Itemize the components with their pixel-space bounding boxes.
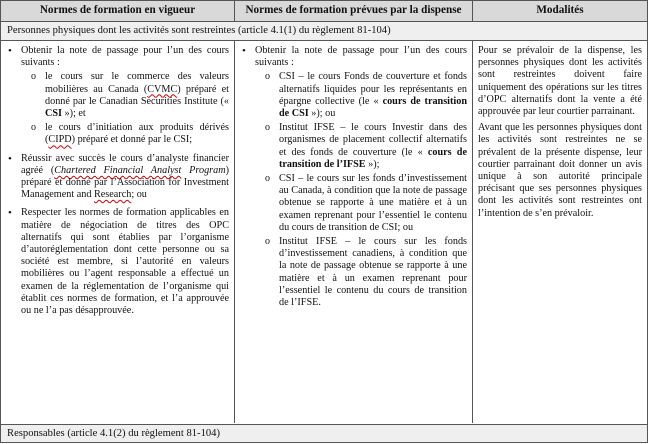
section-restricted-individuals: Personnes physiques dont les activités sont restreintes (article 4.1(1) du règlement 81-104) <box>1 22 647 41</box>
header-terms: Modalités <box>536 4 584 16</box>
header-current-standards: Normes de formation en vigueur <box>1 1 235 21</box>
header-exemption-standards: Normes de formation prévues par la dispense <box>235 1 473 21</box>
table-header-row <box>1 1 647 22</box>
terms-cell <box>473 41 647 423</box>
list-item: o CSI – le cours sur les fonds d’investissement au Canada, à condition que la note de passage obtenue se rapporte à une matière et à un examen reprenant pour l’essentiel le contenu du cours de transition de CSI; ou <box>255 173 467 234</box>
list-item: • Respecter les normes de formation applicables en matière de négociation de titres des OPC alternatifs qui sont établies par l’organisme d’autoréglementation dont cette personne ou sa société est membre, si l’autorité en valeurs mobilières ou l’agent responsable a effectué un examen de la réglementation de l’organisme qui établit ces normes de formation, et l’a approuvée ou ne l’a pas désapprouvée. <box>5 207 229 317</box>
terms-paragraph-1: Pour se prévaloir de la dispense, les personnes physiques dont les activités sont restreintes doivent faire uniquement des opérations sur les titres d’OPC alternatifs dont la vente a été approuvée par leur courtier parrainant. <box>478 45 642 118</box>
terms-paragraph-2: Avant que les personnes physiques dont les activités sont restreintes ne se prévalent de la présente dispense, leur courtier parrainant doit donner un avis unique à son autorité principale précisant que ses personnes physiques dont les activités sont restreintes ont l’intention de s’en prévaloir. <box>478 122 642 219</box>
list-item: o Institut IFSE – le cours sur les fonds d’investissement canadiens, à condition que la note de passage obtenue se rapporte à une matière et à un examen reprenant pour l’essentiel le contenu du cours de transition de l’IFSE. <box>255 236 467 309</box>
list-item: • Obtenir la note de passage pour l’un des cours suivants : o CSI – le cours Fonds de couverture et fonds alternatifs liquides pour les représentants en épargne collective (le « cours de transition de CSI »); ou o Institut IFSE – le cours Investir dans des organismes de placement collectif alternatifs et des fonds de couverture (le « cours de transition de l’IFSE »); o CSI – le cours sur les fonds d’investissement au Canada, à condition que la note de passage obtenue se rapporte à une matière et à un examen reprenant pour l’essentiel le contenu du cours de transition de CSI; ou o Institut IFSE – le cours sur les fonds d’investissement canadiens, à condition que la note de passage obtenue se rapporte à une matière et à un examen reprenant pour l’essentiel le contenu du cours de transition de l’IFSE. <box>239 45 467 309</box>
exemption-standards-cell <box>235 41 473 423</box>
current-standards-cell <box>1 41 235 423</box>
section-responsables: Responsables (article 4.1(2) du règlement 81-104) <box>1 424 647 442</box>
list-item: o le cours sur le commerce des valeurs mobilières au Canada (CVMC) préparé et donné par le Canadian Securities Institute (« CSI »); et <box>21 71 229 120</box>
table-body-row <box>1 41 647 423</box>
list-item: o Institut IFSE – le cours Investir dans des organismes de placement collectif alternatifs et des fonds de couverture (le « cours de transition de l’IFSE »); <box>255 122 467 171</box>
list-item: o le cours d’initiation aux produits dérivés (CIPD) préparé et donné par le CSI; <box>21 122 229 146</box>
list-item: • Réussir avec succès le cours d’analyste financier agréé (Chartered Financial Analyst Program) préparé et donné par l’Association for Investment Management and Research; ou <box>5 153 229 202</box>
list-item: • Obtenir la note de passage pour l’un des cours suivants : o le cours sur le commerce des valeurs mobilières au Canada (CVMC) préparé et donné par le Canadian Securities Institute (« CSI »); et o le cours d’initiation aux produits dérivés (CIPD) préparé et donné par le CSI; <box>5 45 229 147</box>
list-item: o CSI – le cours Fonds de couverture et fonds alternatifs liquides pour les représentants en épargne collective (le « cours de transition de CSI »); ou <box>255 71 467 120</box>
